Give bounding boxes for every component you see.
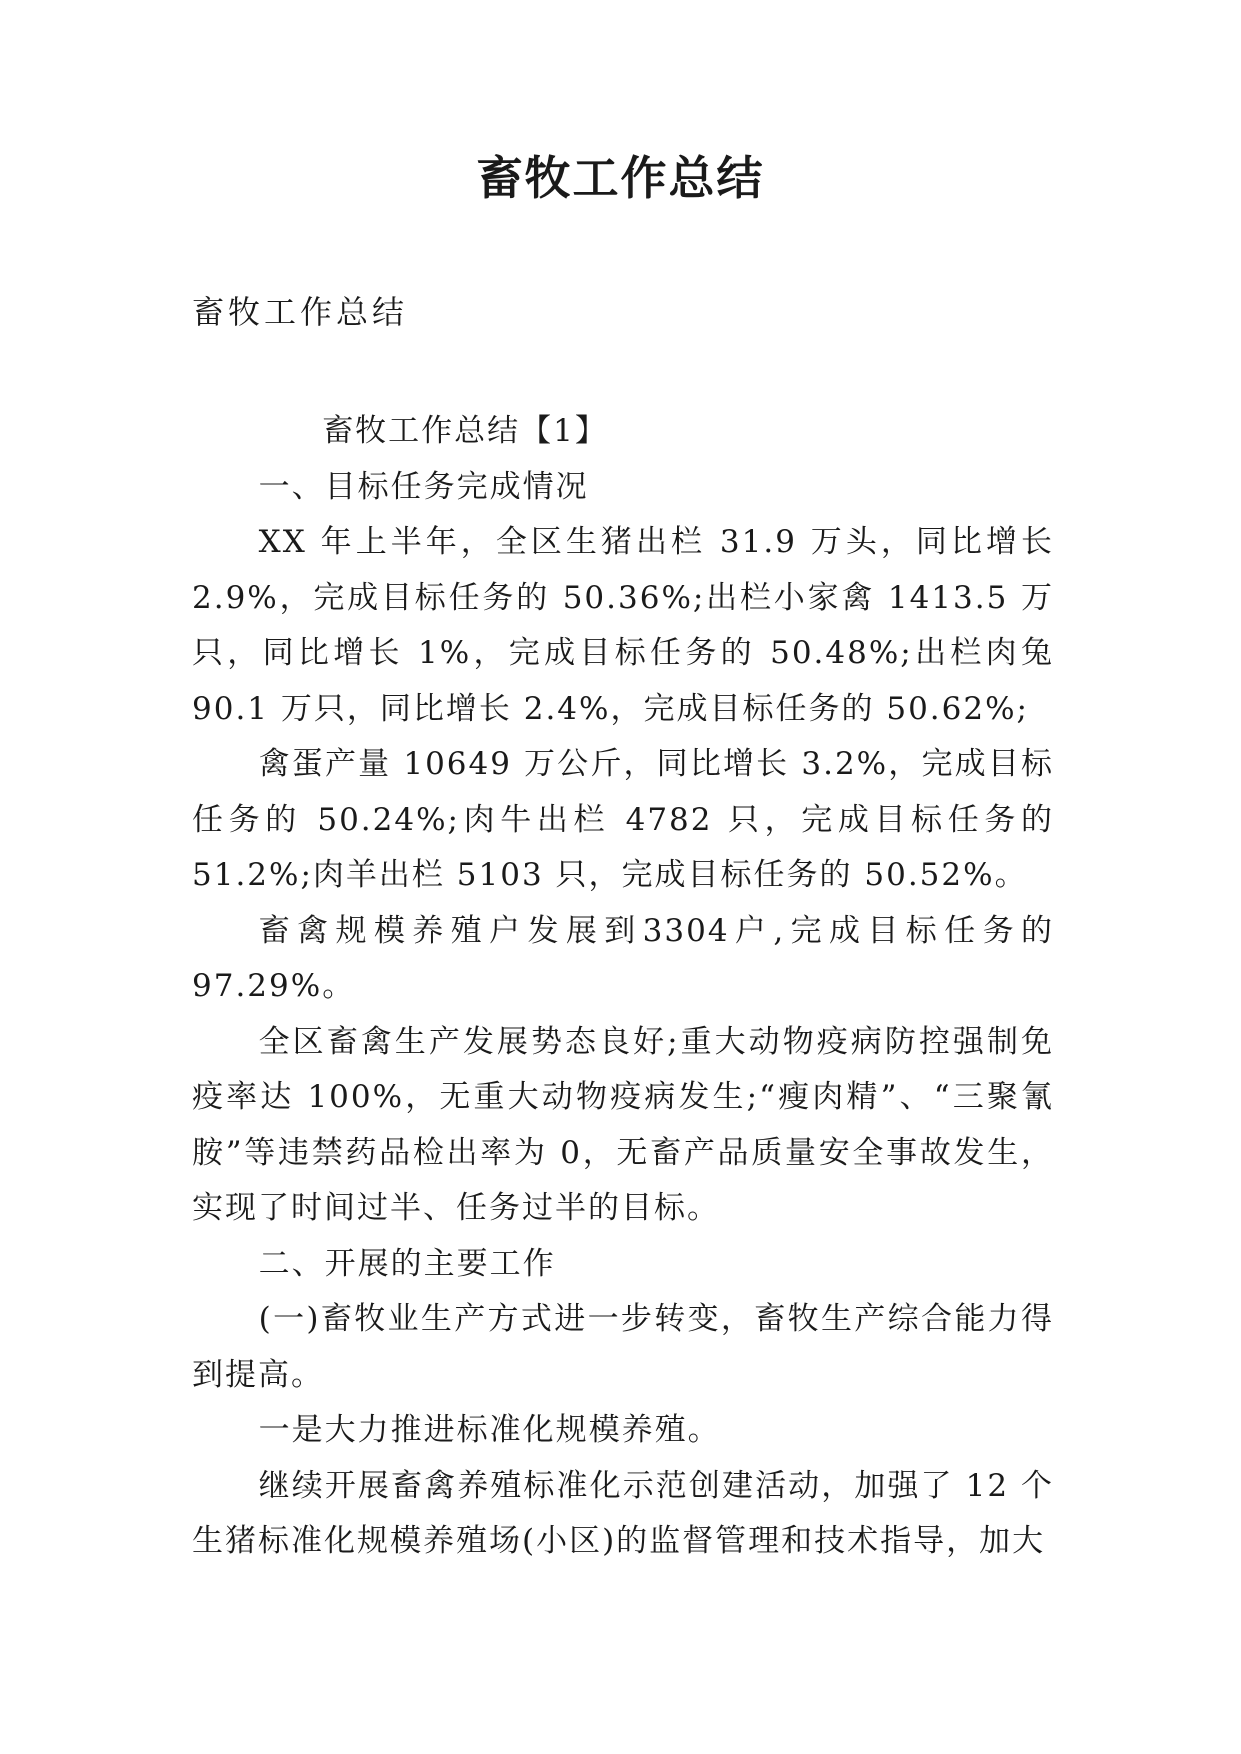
- document-subtitle: 畜牧工作总结: [192, 293, 409, 331]
- document-body: [192, 404, 1054, 1570]
- section-heading: 畜牧工作总结【1】: [322, 413, 608, 449]
- paragraph: 继续开展畜禽养殖标准化示范创建活动，加强了 12 个生猪标准化规模养殖场(小区)的监督管理和技术指导，加大: [192, 1467, 1054, 1559]
- paragraph: 禽蛋产量 10649 万公斤，同比增长 3.2%，完成目标任务的 50.24%;肉牛出栏 4782 只，完成目标任务的 51.2%;肉羊出栏 5103 只，完成目标任务的 50.52%。: [192, 746, 1054, 893]
- paragraph: 二、开展的主要工作: [258, 1245, 556, 1282]
- paragraph: (一)畜牧业生产方式进一步转变，畜牧生产综合能力得到提高。: [192, 1301, 1054, 1393]
- paragraph: 畜禽规模养殖户发展到3304户,完成目标任务的97.29%。: [192, 912, 1054, 1004]
- paragraph: XX 年上半年，全区生猪出栏 31.9 万头，同比增长 2.9%，完成目标任务的 50.36%;出栏小家禽 1413.5 万只，同比增长 1%，完成目标任务的 50.48%;出栏肉兔 90.1 万只，同比增长 2.4%，完成目标任务的 50.62%;: [192, 524, 1054, 727]
- paragraph: 一、目标任务完成情况: [258, 468, 589, 505]
- paragraph: 一是大力推进标准化规模养殖。: [258, 1412, 721, 1448]
- paragraph: 全区畜禽生产发展势态良好;重大动物疫病防控强制免疫率达 100%，无重大动物疫病发生;“瘦肉精”、“三聚氰胺”等违禁药品检出率为 0，无畜产品质量安全事故发生，实现了时间过半、任务过半的目标。: [192, 1023, 1054, 1226]
- document-title: 畜牧工作总结: [476, 151, 765, 205]
